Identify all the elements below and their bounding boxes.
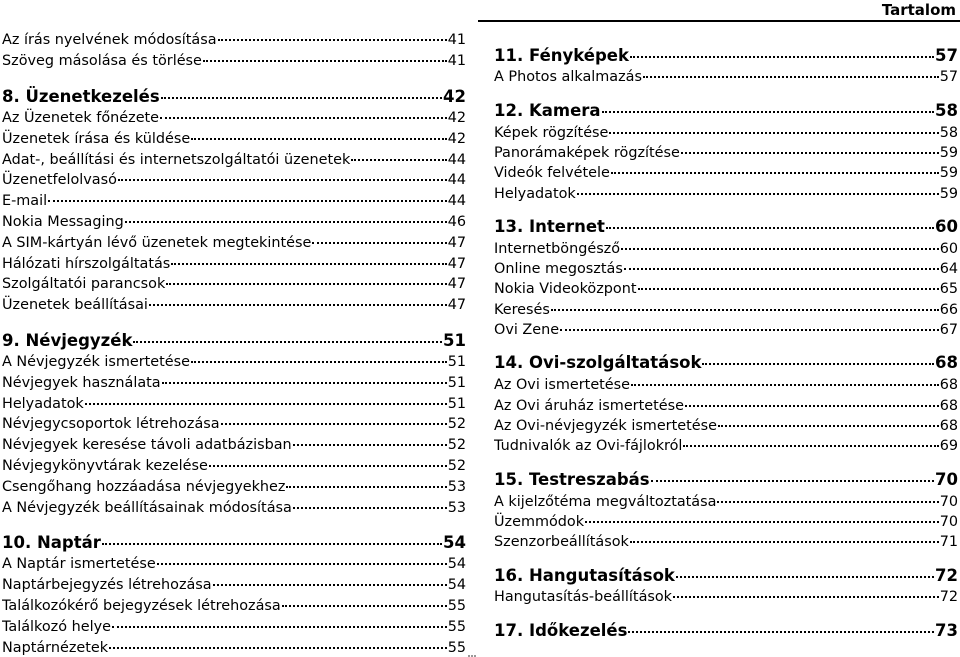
page-number: 59	[939, 185, 958, 202]
page-number: 72	[939, 589, 958, 606]
toc-chapter-title: 12. Kamera	[494, 100, 601, 120]
dot-leader	[213, 573, 447, 586]
page-number: 58	[935, 100, 958, 120]
toc-item[interactable]	[2, 230, 466, 251]
toc-item-title: Találkozó helye	[2, 618, 111, 635]
toc-item[interactable]	[494, 414, 958, 434]
dot-leader	[560, 318, 939, 331]
dot-leader	[171, 251, 446, 264]
page-number: 41	[447, 32, 466, 49]
dot-leader	[312, 230, 446, 243]
dot-leader	[351, 147, 446, 160]
page-number: 47	[447, 234, 466, 251]
dot-leader	[702, 350, 934, 366]
page-number: 55	[447, 639, 466, 656]
page-number: 70	[939, 493, 958, 510]
toc-chapter[interactable]	[494, 97, 958, 120]
page-number: 66	[939, 301, 958, 318]
toc-item-title: Az Ovi ismertetése	[494, 377, 631, 394]
toc-item-title: Üzenetfelolvasó	[2, 172, 117, 189]
dot-leader	[166, 272, 446, 285]
page-number: 52	[447, 416, 466, 433]
toc-chapter-title: 17. Időkezelés	[494, 620, 628, 640]
page-number: 44	[447, 151, 466, 168]
page-number: 59	[939, 144, 958, 161]
toc-item-title: Hálózati hírszolgáltatás	[2, 255, 171, 272]
toc-item[interactable]	[494, 120, 958, 140]
page-number: 54	[447, 577, 466, 594]
dot-leader	[282, 594, 447, 607]
page-number: 53	[447, 478, 466, 495]
toc-chapter-title: 11. Fényképek	[494, 45, 629, 65]
page-number: 73	[935, 620, 958, 640]
page-number: 42	[447, 130, 466, 147]
toc-chapter-title: 10. Naptár	[2, 533, 101, 552]
toc-item-title: Hangutasítás-beállítások	[494, 589, 673, 606]
page-number: 46	[447, 213, 466, 230]
dot-leader	[160, 106, 447, 119]
toc-item[interactable]	[2, 614, 466, 635]
page-number: 68	[939, 417, 958, 434]
page-number: 55	[447, 618, 466, 635]
page-number: 51	[447, 395, 466, 412]
dot-leader	[157, 552, 447, 565]
section-header-label: Tartalom	[881, 1, 956, 19]
toc-item-title: A Névjegyzék ismertetése	[2, 353, 190, 370]
toc-item-title: Internetböngésző	[494, 240, 621, 257]
toc-item[interactable]	[2, 433, 466, 454]
toc-chapter-title: 13. Internet	[494, 216, 605, 236]
dot-leader	[718, 414, 939, 427]
dot-leader	[624, 257, 939, 270]
toc-item-title: A SIM-kártyán lévő üzenetek megtekintése	[2, 234, 312, 251]
toc-item[interactable]	[2, 474, 466, 495]
toc-chapter-title: 8. Üzenetkezelés	[2, 87, 160, 106]
toc-item[interactable]	[494, 277, 958, 297]
page-number: 54	[443, 533, 466, 552]
page-number: 68	[935, 353, 958, 373]
toc-item[interactable]	[2, 126, 466, 147]
toc-item-title: Üzenetek írása és küldése	[2, 130, 191, 147]
dot-leader	[286, 474, 446, 487]
toc-chapter-title: 16. Hangutasítások	[494, 565, 675, 585]
toc-chapter[interactable]	[494, 562, 958, 585]
page-bottom-mark	[468, 651, 476, 657]
toc-chapter[interactable]	[494, 213, 958, 236]
page-number: 47	[447, 297, 466, 314]
toc-item-title: A kijelzőtéma megváltoztatása	[494, 493, 717, 510]
dot-leader	[293, 495, 447, 508]
toc-item[interactable]	[2, 168, 466, 189]
toc-item[interactable]	[494, 236, 958, 256]
toc-item-title: Helyadatok	[494, 185, 576, 202]
toc-item-title: Üzenetek beállításai	[2, 297, 148, 314]
toc-item-title: Névjegykönyvtárak kezelése	[2, 457, 208, 474]
page-number: 68	[939, 377, 958, 394]
toc-item[interactable]	[2, 573, 466, 594]
toc-item[interactable]	[494, 65, 958, 85]
toc-item-title: Adat-, beállítási és internetszolgáltatói üzenetek	[2, 151, 351, 168]
dot-leader	[643, 65, 939, 78]
page-number: 51	[447, 353, 466, 370]
toc-item-title: Üzemmódok	[494, 513, 585, 530]
toc-item-title: Nokia Messaging	[2, 213, 124, 230]
page-number: 60	[939, 240, 958, 257]
page-number: 64	[939, 261, 958, 278]
toc-item[interactable]	[494, 509, 958, 529]
toc-item-title: Az Ovi áruház ismertetése	[494, 397, 684, 414]
dot-leader	[293, 433, 447, 446]
toc-item[interactable]	[2, 495, 466, 516]
toc-item-title: Helyadatok	[2, 395, 84, 412]
toc-item[interactable]	[494, 585, 958, 605]
page-number: 44	[447, 193, 466, 210]
toc-chapter[interactable]	[494, 466, 958, 489]
dot-leader	[685, 393, 939, 406]
toc-chapter-title: 15. Testreszabás	[494, 469, 650, 489]
toc-item[interactable]	[2, 454, 466, 475]
toc-item[interactable]	[2, 147, 466, 168]
toc-item-title: Szolgáltatói parancsok	[2, 276, 166, 293]
toc-item-title: Az Ovi-névjegyzék ismertetése	[494, 417, 717, 434]
dot-leader	[577, 181, 939, 194]
dot-leader	[221, 412, 447, 425]
dot-leader	[149, 293, 447, 306]
toc-item[interactable]	[2, 251, 466, 272]
toc-item-title: Szöveg másolása és törlése	[2, 53, 202, 70]
page-number: 42	[447, 109, 466, 126]
toc-chapter-title: 9. Névjegyzék	[2, 331, 133, 350]
dot-leader	[218, 28, 447, 41]
dot-leader	[683, 434, 938, 447]
dot-leader	[85, 391, 447, 404]
toc-item[interactable]	[2, 106, 466, 127]
dot-leader	[609, 120, 938, 133]
toc-item[interactable]	[494, 161, 958, 181]
dot-leader	[611, 161, 939, 174]
page-number: 59	[939, 165, 958, 182]
dot-leader	[161, 84, 442, 100]
toc-chapter[interactable]	[494, 350, 958, 373]
toc-left-column	[2, 28, 466, 656]
dot-leader	[209, 454, 447, 467]
toc-chapter-title: 14. Ovi-szolgáltatások	[494, 353, 702, 373]
dot-leader	[203, 49, 447, 62]
toc-item-title: Tudnivalók az Ovi-fájlokról	[494, 438, 683, 455]
page-number: 72	[935, 565, 958, 585]
toc-item[interactable]	[2, 635, 466, 656]
toc-item[interactable]	[2, 594, 466, 615]
toc-item[interactable]	[494, 489, 958, 509]
dot-leader	[630, 42, 934, 58]
dot-leader	[638, 277, 939, 290]
toc-item[interactable]	[2, 293, 466, 314]
dot-leader	[48, 189, 447, 202]
toc-item[interactable]	[494, 181, 958, 201]
toc-item-title: A Névjegyzék beállításainak módosítása	[2, 499, 292, 516]
toc-item[interactable]	[494, 434, 958, 454]
dot-leader	[125, 210, 447, 223]
dot-leader	[630, 530, 939, 543]
page-number: 60	[935, 216, 958, 236]
page-number: 69	[939, 438, 958, 455]
toc-chapter[interactable]	[2, 328, 466, 350]
page-number: 41	[447, 53, 466, 70]
toc-item-title: Nokia Videoközpont	[494, 281, 637, 298]
toc-item-title: Csengőhang hozzáadása névjegyekhez	[2, 478, 286, 495]
toc-item-title: A Naptár ismertetése	[2, 556, 156, 573]
toc-chapter[interactable]	[494, 617, 958, 640]
toc-item[interactable]	[494, 373, 958, 393]
page-number: 67	[939, 322, 958, 338]
dot-leader	[551, 297, 939, 310]
toc-item[interactable]	[2, 370, 466, 391]
dot-leader	[162, 370, 447, 383]
dot-leader	[621, 236, 939, 249]
dot-leader	[133, 328, 442, 344]
toc-item-title: Az írás nyelvének módosítása	[2, 32, 217, 49]
toc-item[interactable]	[494, 530, 958, 550]
toc-right-column	[494, 30, 958, 640]
page-number: 47	[447, 255, 466, 272]
toc-chapter[interactable]	[494, 42, 958, 65]
toc-item-title: Névjegyek keresése távoli adatbázisban	[2, 437, 292, 454]
dot-leader	[673, 585, 939, 598]
toc-item[interactable]	[2, 28, 466, 49]
toc-item[interactable]	[2, 391, 466, 412]
page-number: 54	[447, 556, 466, 573]
page-number: 65	[939, 281, 958, 298]
dot-leader	[628, 617, 934, 633]
page-number: 58	[939, 124, 958, 141]
page-number: 55	[447, 597, 466, 614]
toc-item-title: Az Üzenetek főnézete	[2, 109, 160, 126]
toc-item[interactable]	[2, 272, 466, 293]
page-number: 42	[443, 87, 466, 106]
toc-item-title: Névjegyek használata	[2, 374, 161, 391]
page-number: 47	[447, 276, 466, 293]
page-number: 57	[935, 45, 958, 65]
page-number: 57	[939, 69, 958, 86]
toc-item[interactable]	[494, 393, 958, 413]
dot-leader	[602, 97, 934, 113]
page-number: 44	[447, 172, 466, 189]
dot-leader	[631, 373, 939, 386]
toc-item-title: E-mail	[2, 193, 48, 210]
toc-chapter[interactable]	[2, 84, 466, 106]
dot-leader	[118, 168, 447, 181]
toc-item[interactable]	[2, 189, 466, 210]
toc-item-title: Ovi Zene	[494, 322, 560, 338]
header-rule	[478, 20, 960, 22]
toc-item-title: A Photos alkalmazás	[494, 69, 642, 86]
page-number: 51	[443, 331, 466, 350]
dot-leader	[717, 489, 938, 502]
toc-item-title: Naptárnézetek	[2, 639, 109, 656]
toc-item[interactable]	[494, 297, 958, 317]
dot-leader	[109, 635, 447, 648]
page-number: 52	[447, 437, 466, 454]
dot-leader	[676, 562, 934, 578]
dot-leader	[651, 466, 934, 482]
dot-leader	[102, 530, 442, 546]
toc-item[interactable]	[2, 210, 466, 231]
dot-leader	[681, 141, 939, 154]
page-number: 70	[939, 513, 958, 530]
dot-leader	[191, 126, 446, 139]
toc-item[interactable]	[2, 49, 466, 70]
dot-leader	[191, 350, 447, 363]
toc-item-title: Videók felvétele	[494, 165, 610, 182]
page-number: 51	[447, 374, 466, 391]
toc-item[interactable]	[2, 412, 466, 433]
page-number: 53	[447, 499, 466, 516]
toc-item[interactable]	[494, 257, 958, 277]
page-number: 52	[447, 457, 466, 474]
dot-leader	[585, 509, 939, 522]
toc-item[interactable]	[494, 318, 958, 338]
toc-item-title: Képek rögzítése	[494, 124, 609, 141]
page-number: 68	[939, 397, 958, 414]
toc-item-title: Online megosztás	[494, 261, 623, 278]
page-number: 70	[935, 469, 958, 489]
toc-item-title: Névjegycsoportok létrehozása	[2, 416, 220, 433]
toc-item-title: Naptárbejegyzés létrehozása	[2, 577, 212, 594]
dot-leader	[112, 614, 447, 627]
toc-chapter[interactable]	[2, 530, 466, 552]
toc-item[interactable]	[2, 350, 466, 371]
toc-item[interactable]	[2, 552, 466, 573]
dot-leader	[606, 213, 934, 229]
toc-item-title: Találkozókérő bejegyzések létrehozása	[2, 597, 281, 614]
page-number: 71	[939, 534, 958, 551]
toc-item-title: Panorámaképek rögzítése	[494, 144, 680, 161]
toc-item-title: Keresés	[494, 301, 550, 318]
toc-item-title: Szenzorbeállítások	[494, 534, 629, 551]
toc-item[interactable]	[494, 141, 958, 161]
